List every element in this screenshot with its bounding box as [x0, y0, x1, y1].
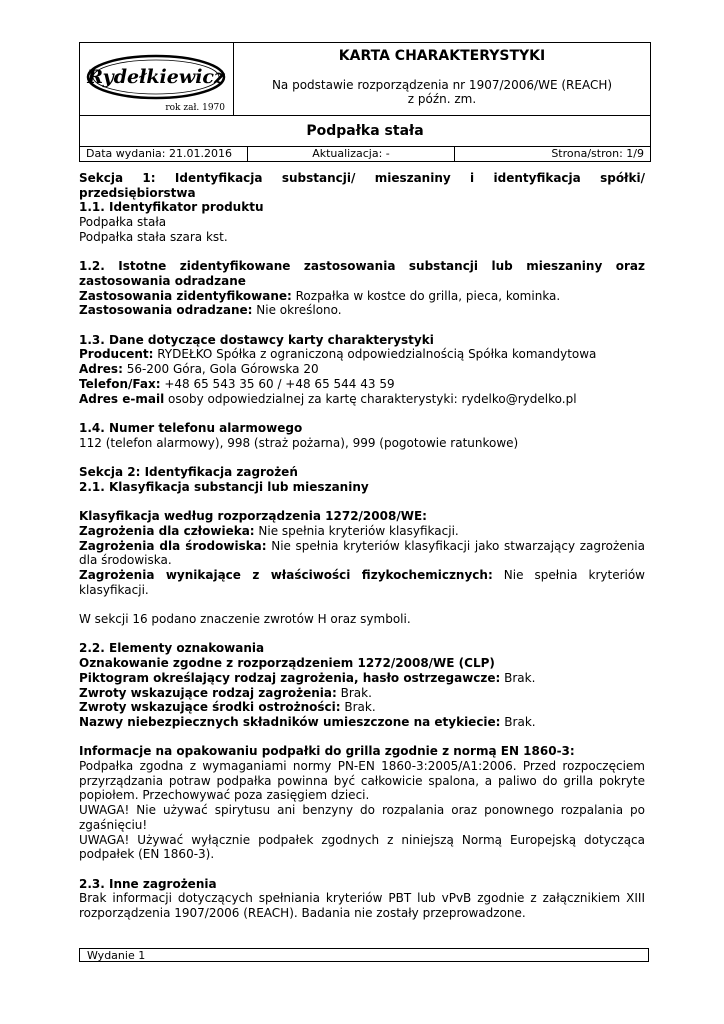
packaging-info-heading: Informacje na opakowaniu podpałki do grilla zgodnie z normą EN 1860-3: [79, 744, 575, 759]
value: 56-200 Góra, Gola Górowska 20 [122, 362, 319, 377]
document-title: KARTA CHARAKTERYSTYKI [338, 48, 546, 64]
value: Brak. [500, 714, 536, 729]
page-number: Strona/stron: 1/9 [551, 147, 644, 160]
value: Brak. [336, 685, 372, 700]
label: Zagrożenia dla środowiska: [79, 538, 267, 553]
warning-1: UWAGA! Nie używać spirytusu ani benzyny do rozpalania oraz ponownego rozpalania po zgaśnięciu! [79, 803, 645, 832]
hazardous-components [79, 715, 645, 730]
logo-emblem-icon [84, 47, 229, 107]
regulation-reference [234, 78, 650, 106]
section-16-note: W sekcji 16 podano znaczenie zwrotów H oraz symboli. [79, 612, 411, 626]
environment-hazards [79, 539, 645, 568]
label: Zastosowania zidentyfikowane: [79, 288, 292, 303]
regulation-line-2: z późn. zm. [407, 92, 477, 106]
value: RYDEŁKO Spółka z ograniczoną odpowiedzialnością Spółka komandytowa [153, 347, 597, 362]
phone-fax [79, 377, 645, 392]
company-logo [80, 43, 234, 115]
label: Zagrożenia wynikające z właściwości fizykochemicznych: [79, 567, 493, 582]
header-top-row [80, 43, 650, 116]
value: Nie spełnia kryteriów klasyfikacji. [79, 567, 645, 597]
subsection-1-3-heading: 1.3. Dane dotyczące dostawcy karty charakterystyki [79, 332, 434, 347]
value: Brak. [340, 700, 376, 715]
physicochemical-hazards [79, 568, 645, 597]
subsection-2-2-heading: 2.2. Elementy oznakowania [79, 641, 265, 656]
label: Adres e-mail [79, 391, 165, 406]
product-identifier-2: Podpałka stała szara kst. [79, 229, 228, 244]
label: Piktogram określający rodzaj zagrożenia, hasło ostrzegawcze: [79, 670, 501, 685]
product-name: Podpałka stała [80, 116, 650, 147]
logo-year: rok zał. 1970 [165, 103, 225, 113]
clp-labelling: Oznakowanie zgodne z rozporządzeniem 1272/2008/WE (CLP) [79, 656, 495, 671]
warning-2: UWAGA! Używać wyłącznie podpałek zgodnych z niniejszą Normą Europejską dotycząca podpałek (EN 1860-3). [79, 832, 645, 862]
subsection-1-2-heading: 1.2. Istotne zidentyfikowane zastosowania substancji lub mieszaniny oraz zastosowania odradzane [79, 259, 645, 288]
title-cell [234, 43, 650, 115]
logo-text: Rydełkiewicz [87, 66, 225, 88]
footer-edition: Wydanie 1 [79, 948, 649, 962]
uses-advised-against [79, 303, 645, 318]
value: Rozpałka w kostce do grilla, pieca, kominka. [291, 288, 561, 303]
email [79, 392, 645, 407]
precautionary-statements [79, 700, 645, 715]
emergency-phones: 112 (telefon alarmowy), 998 (straż pożarna), 999 (pogotowie ratunkowe) [79, 435, 519, 450]
value: +48 65 543 35 60 / +48 65 544 43 59 [160, 376, 395, 391]
address [79, 362, 645, 377]
producer [79, 347, 645, 362]
regulation-line-1: Na podstawie rozporządzenia nr 1907/2006/WE (REACH) [271, 78, 613, 92]
value: Brak. [500, 670, 536, 685]
pictogram [79, 671, 645, 686]
header-meta-row [80, 147, 650, 161]
label: Producent: [79, 347, 154, 362]
human-hazards [79, 524, 645, 539]
value: Nie określono. [252, 303, 342, 318]
subsection-2-1-heading: 2.1. Klasyfikacja substancji lub mieszaniny [79, 479, 369, 494]
label: Telefon/Fax: [79, 376, 161, 391]
update-info: Aktualizacja: - [248, 147, 455, 161]
label: Zastosowania odradzane: [79, 303, 253, 318]
subsection-2-3-heading: 2.3. Inne zagrożenia [79, 876, 217, 891]
product-identifier-1: Podpałka stała [79, 215, 167, 230]
document-header [79, 42, 651, 162]
packaging-info-paragraph: Podpałka zgodna z wymaganiami normy PN-EN 1860-3:2005/A1:2006. Przed rozpoczęciem przyrządzania potraw podpałka powinna być całkowicie spalona, a paliwo do grilla pokryte popiołem. Przechowywać poza zasięgiem dzieci. [79, 759, 645, 803]
value: Nie spełnia kryteriów klasyfikacji. [254, 523, 459, 538]
subsection-1-4-heading: 1.4. Numer telefonu alarmowego [79, 420, 303, 435]
label: Adres: [79, 362, 123, 377]
value: osoby odpowiedzialnej za kartę charakterystyki: rydelko@rydelko.pl [164, 391, 577, 406]
hazard-statements [79, 686, 645, 701]
label: Zagrożenia dla człowieka: [79, 523, 255, 538]
label: Zwroty wskazujące rodzaj zagrożenia: [79, 685, 337, 700]
subsection-1-1-heading: 1.1. Identyfikator produktu [79, 200, 264, 215]
section-1-title: Sekcja 1: Identyfikacja substancji/ mieszaniny i identyfikacja spółki/ przedsiębiorstwa [79, 171, 645, 200]
label: Zwroty wskazujące środki ostrożności: [79, 700, 341, 715]
document-body [79, 171, 645, 921]
label: Nazwy niebezpiecznych składników umieszczone na etykiecie: [79, 714, 501, 729]
value: Nie spełnia kryteriów klasyfikacji jako stwarzający zagrożenia dla środowiska. [79, 538, 645, 568]
other-hazards: Brak informacji dotyczących spełniania kryteriów PBT lub vPvB zgodnie z załącznikiem XIII rozporządzenia 1907/2006 (REACH). Badania nie zostały przeprowadzone. [79, 891, 645, 921]
classification-heading: Klasyfikacja według rozporządzenia 1272/2008/WE: [79, 509, 427, 524]
issue-date: Data wydania: 21.01.2016 [80, 147, 248, 161]
section-2-title: Sekcja 2: Identyfikacja zagrożeń [79, 465, 298, 479]
identified-uses [79, 289, 645, 304]
